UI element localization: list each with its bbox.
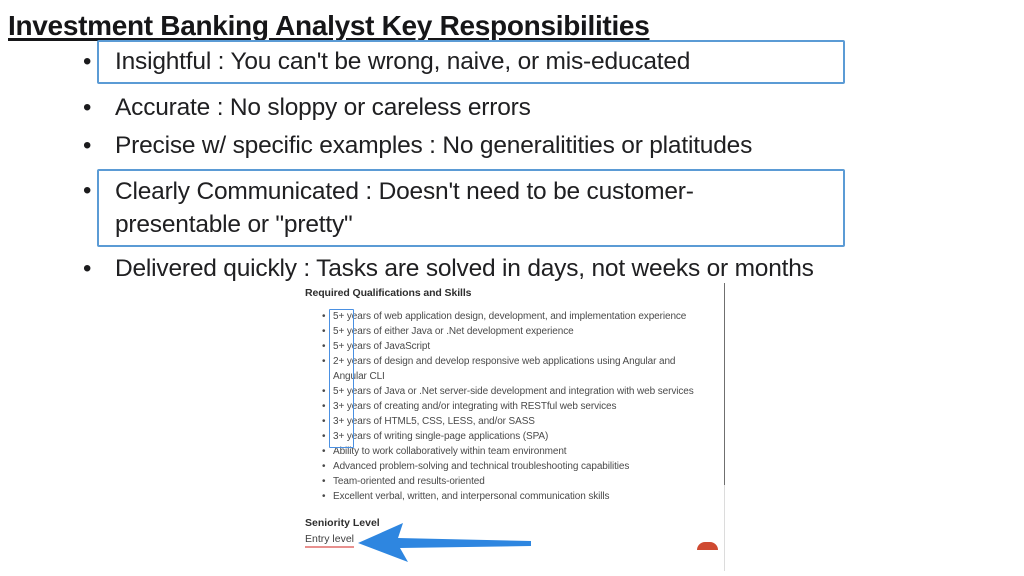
qualification-item — [303, 324, 726, 339]
list-item-text: Accurate : No sloppy or careless errors — [115, 94, 531, 121]
bullet-icon: • — [83, 132, 92, 159]
bullet-icon: • — [322, 326, 326, 337]
qualification-text: years of either Java or .Net development experience — [346, 326, 574, 337]
bullet-icon: • — [322, 461, 326, 472]
seniority-heading: Seniority Level — [305, 517, 380, 529]
qualification-item — [303, 444, 726, 459]
qualifications-heading: Required Qualifications and Skills — [305, 287, 472, 299]
qualification-text: Advanced problem-solving and technical troubleshooting capabilities — [333, 461, 630, 472]
page-edge-line-faded — [724, 485, 725, 571]
list-item-clearly-communicated — [75, 169, 1020, 247]
qualification-text: years of web application design, development, and implementation experience — [346, 311, 687, 322]
years-prefix: 3+ — [333, 416, 347, 427]
qualification-item — [303, 489, 726, 504]
qualification-item — [303, 459, 726, 474]
qualification-item — [303, 339, 726, 354]
years-prefix: 2+ — [333, 356, 347, 367]
years-prefix: 5+ — [333, 341, 347, 352]
list-item-text: Insightful : You can't be wrong, naive, or mis-educated — [115, 48, 691, 75]
bullet-icon: • — [322, 446, 326, 457]
qualification-item — [303, 354, 726, 384]
list-item-text: Precise w/ specific examples : No generalitities or platitudes — [115, 132, 753, 159]
red-dot-icon — [697, 542, 718, 550]
bullet-icon: • — [322, 401, 326, 412]
list-item-text: Clearly Communicated : Doesn't need to be customer- — [115, 178, 694, 205]
list-item-insightful — [75, 40, 1020, 84]
qualification-text: years of JavaScript — [346, 341, 431, 352]
list-item-precise — [75, 127, 1020, 165]
job-posting-panel — [303, 283, 726, 576]
qualification-item — [303, 474, 726, 489]
key-responsibilities-list — [75, 40, 1020, 288]
bullet-icon: • — [83, 48, 92, 75]
list-item-text-line2: presentable or "pretty" — [115, 211, 353, 238]
bullet-icon: • — [322, 476, 326, 487]
list-item-accurate — [75, 89, 1020, 127]
entry-level-text: Entry level — [305, 533, 354, 548]
bullet-icon: • — [322, 416, 326, 427]
bullet-icon: • — [322, 356, 326, 367]
highlight-box — [97, 40, 845, 84]
page-edge-line — [724, 283, 725, 485]
qualification-text: years of HTML5, CSS, LESS, and/or SASS — [346, 416, 535, 427]
qualification-text: years of writing single-page applications (SPA) — [346, 431, 549, 442]
qualification-text: Excellent verbal, written, and interpersonal communication skills — [333, 491, 610, 502]
qualification-text: years of creating and/or integrating with RESTful web services — [346, 401, 617, 412]
years-prefix: 3+ — [333, 431, 347, 442]
qualification-text: Team-oriented and results-oriented — [333, 476, 485, 487]
page-title: Investment Banking Analyst Key Responsibilities — [8, 10, 650, 41]
qualification-text: years of design and develop responsive web applications using Angular and — [346, 356, 676, 367]
arrow-shape — [358, 523, 531, 562]
qualification-item — [303, 309, 726, 324]
qualifications-list — [303, 309, 726, 504]
bullet-icon: • — [83, 255, 92, 282]
bullet-icon: • — [83, 94, 92, 121]
years-prefix: 5+ — [333, 311, 347, 322]
qualification-item — [303, 429, 726, 444]
list-item-text: Delivered quickly : Tasks are solved in days, not weeks or months — [115, 255, 814, 282]
highlight-box — [97, 169, 845, 247]
qualification-item — [303, 399, 726, 414]
bullet-icon: • — [83, 177, 92, 204]
qualification-item — [303, 384, 726, 399]
years-prefix: 3+ — [333, 401, 347, 412]
seniority-value — [305, 533, 354, 545]
qualification-text: Ability to work collaboratively within team environment — [333, 446, 567, 457]
bullet-icon: • — [322, 386, 326, 397]
bullet-icon: • — [322, 431, 326, 442]
qualification-text: years of Java or .Net server-side development and integration with web services — [346, 386, 694, 397]
years-prefix: 5+ — [333, 326, 347, 337]
bullet-icon: • — [322, 341, 326, 352]
arrow-annotation-icon — [350, 518, 540, 568]
bullet-icon: • — [322, 491, 326, 502]
years-prefix: 5+ — [333, 386, 347, 397]
qualification-item — [303, 414, 726, 429]
bullet-icon: • — [322, 311, 326, 322]
qualification-text-line2: Angular CLI — [333, 371, 385, 382]
